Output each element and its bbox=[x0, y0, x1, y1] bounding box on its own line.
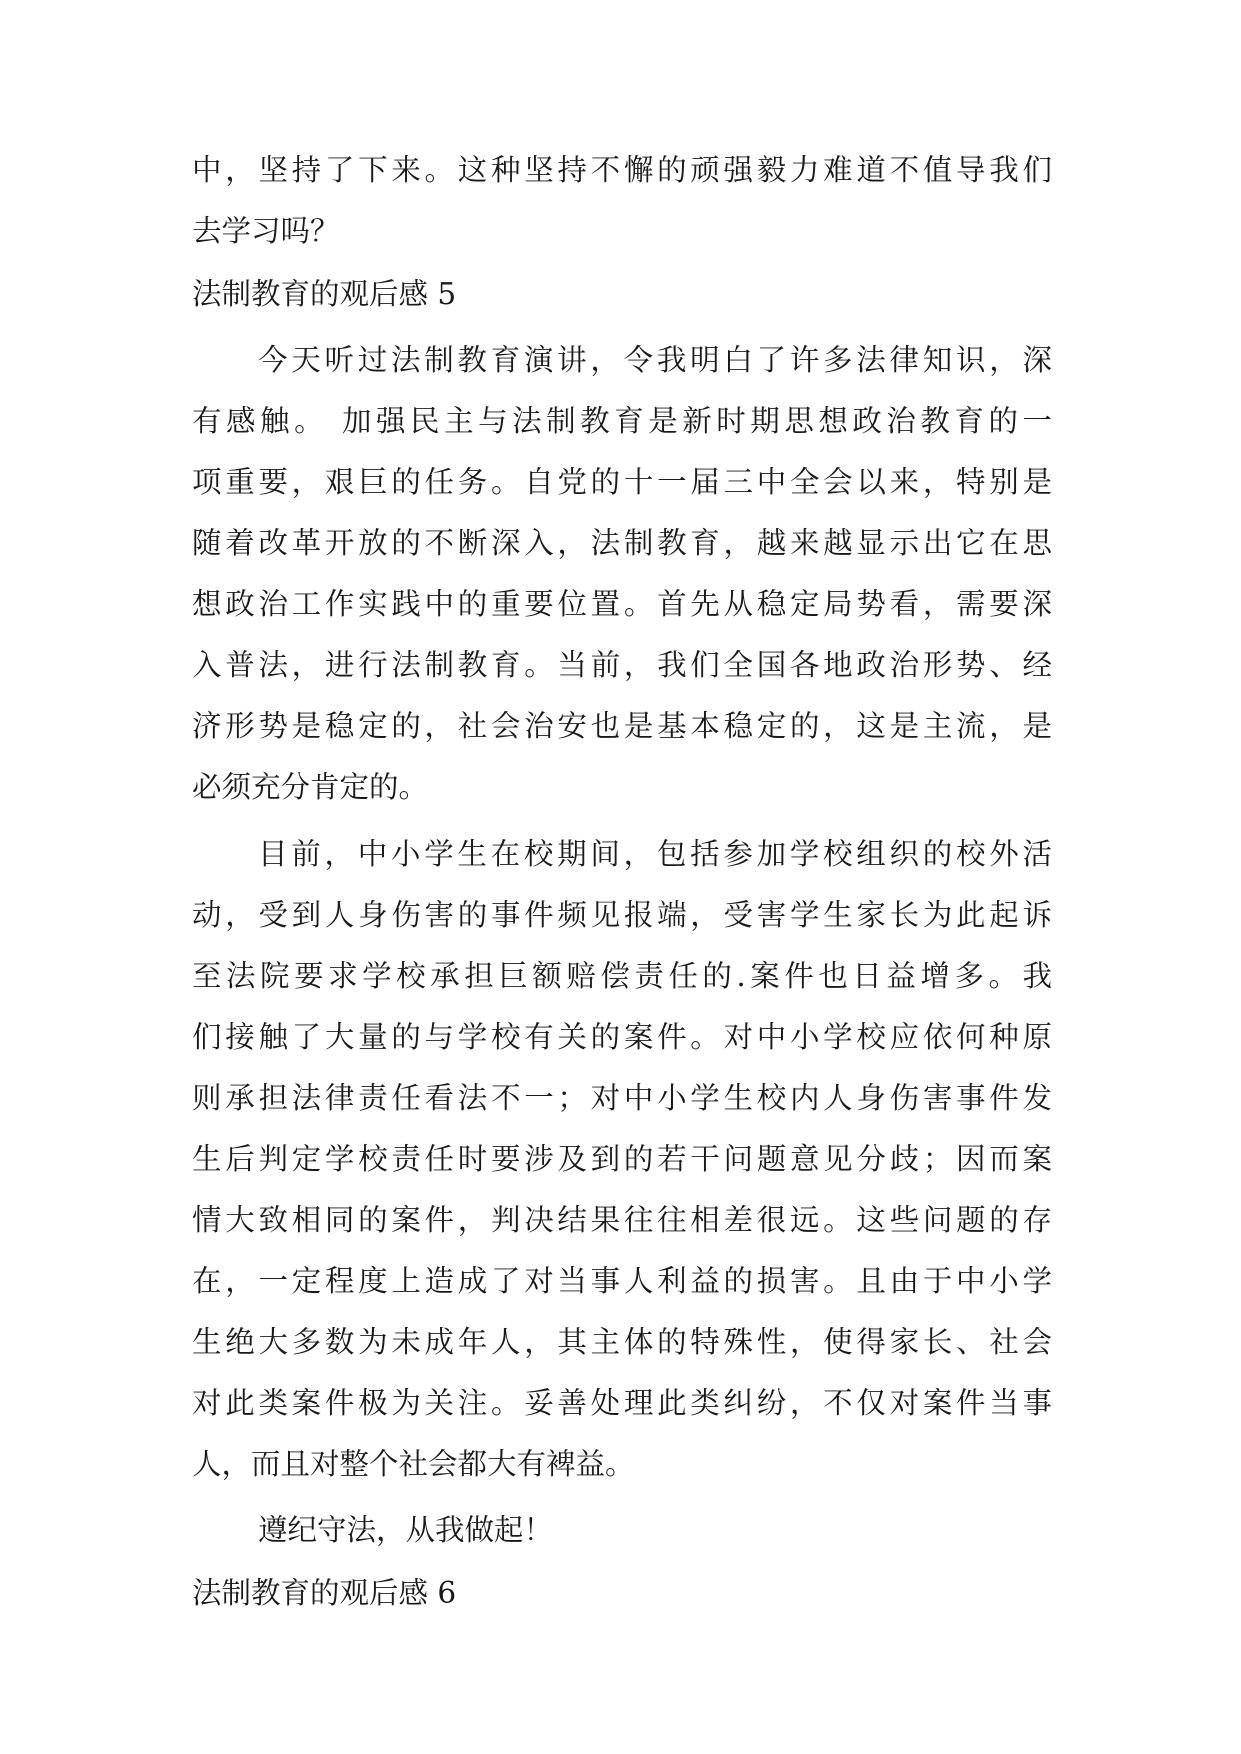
paragraph-line: 必须充分肯定的。 bbox=[192, 770, 429, 804]
paragraph-line: 有感触。 加强民主与法制教育是新时期思想政治教育的一 bbox=[192, 404, 1052, 438]
paragraph-line: 们接触了大量的与学校有关的案件。对中小学校应依何种原 bbox=[192, 1020, 1052, 1054]
paragraph-line: 情大致相同的案件，判决结果往往相差很远。这些问题的存 bbox=[192, 1203, 1052, 1237]
paragraph-line: 济形势是稳定的，社会治安也是基本稳定的，这是主流，是 bbox=[192, 709, 1052, 743]
paragraph-line: 生后判定学校责任时要涉及到的若干问题意见分歧；因而案 bbox=[192, 1142, 1052, 1176]
paragraph-line: 动，受到人身伤害的事件频见报端，受害学生家长为此起诉 bbox=[192, 898, 1052, 932]
paragraph-line: 入普法，进行法制教育。当前，我们全国各地政治形势、经 bbox=[192, 648, 1052, 682]
paragraph-line: 中，坚持了下来。这种坚持不懈的顽强毅力难道不值导我们 bbox=[192, 153, 1052, 187]
paragraph-line: 目前，中小学生在校期间，包括参加学校组织的校外活 bbox=[258, 837, 1052, 871]
paragraph-line: 遵纪守法，从我做起！ bbox=[258, 1513, 554, 1547]
section-heading: 法制教育的观后感 5 bbox=[192, 277, 457, 311]
paragraph-line: 今天听过法制教育演讲，令我明白了许多法律知识，深 bbox=[258, 343, 1052, 377]
paragraph-line: 在，一定程度上造成了对当事人利益的损害。且由于中小学 bbox=[192, 1264, 1052, 1298]
paragraph-line: 至法院要求学校承担巨额赔偿责任的.案件也日益增多。我 bbox=[192, 959, 1052, 993]
paragraph-line: 随着改革开放的不断深入，法制教育，越来越显示出它在思 bbox=[192, 526, 1052, 560]
paragraph-line: 项重要，艰巨的任务。自党的十一届三中全会以来，特别是 bbox=[192, 465, 1052, 499]
paragraph-line: 则承担法律责任看法不一；对中小学生校内人身伤害事件发 bbox=[192, 1081, 1052, 1115]
paragraph-line: 生绝大多数为未成年人，其主体的特殊性，使得家长、社会 bbox=[192, 1325, 1052, 1359]
section-heading: 法制教育的观后感 6 bbox=[192, 1576, 457, 1610]
paragraph-line: 人，而且对整个社会都大有裨益。 bbox=[192, 1447, 635, 1481]
paragraph-line: 想政治工作实践中的重要位置。首先从稳定局势看，需要深 bbox=[192, 587, 1052, 621]
paragraph-line: 去学习吗？ bbox=[192, 214, 340, 248]
paragraph-line: 对此类案件极为关注。妥善处理此类纠纷，不仅对案件当事 bbox=[192, 1386, 1052, 1420]
